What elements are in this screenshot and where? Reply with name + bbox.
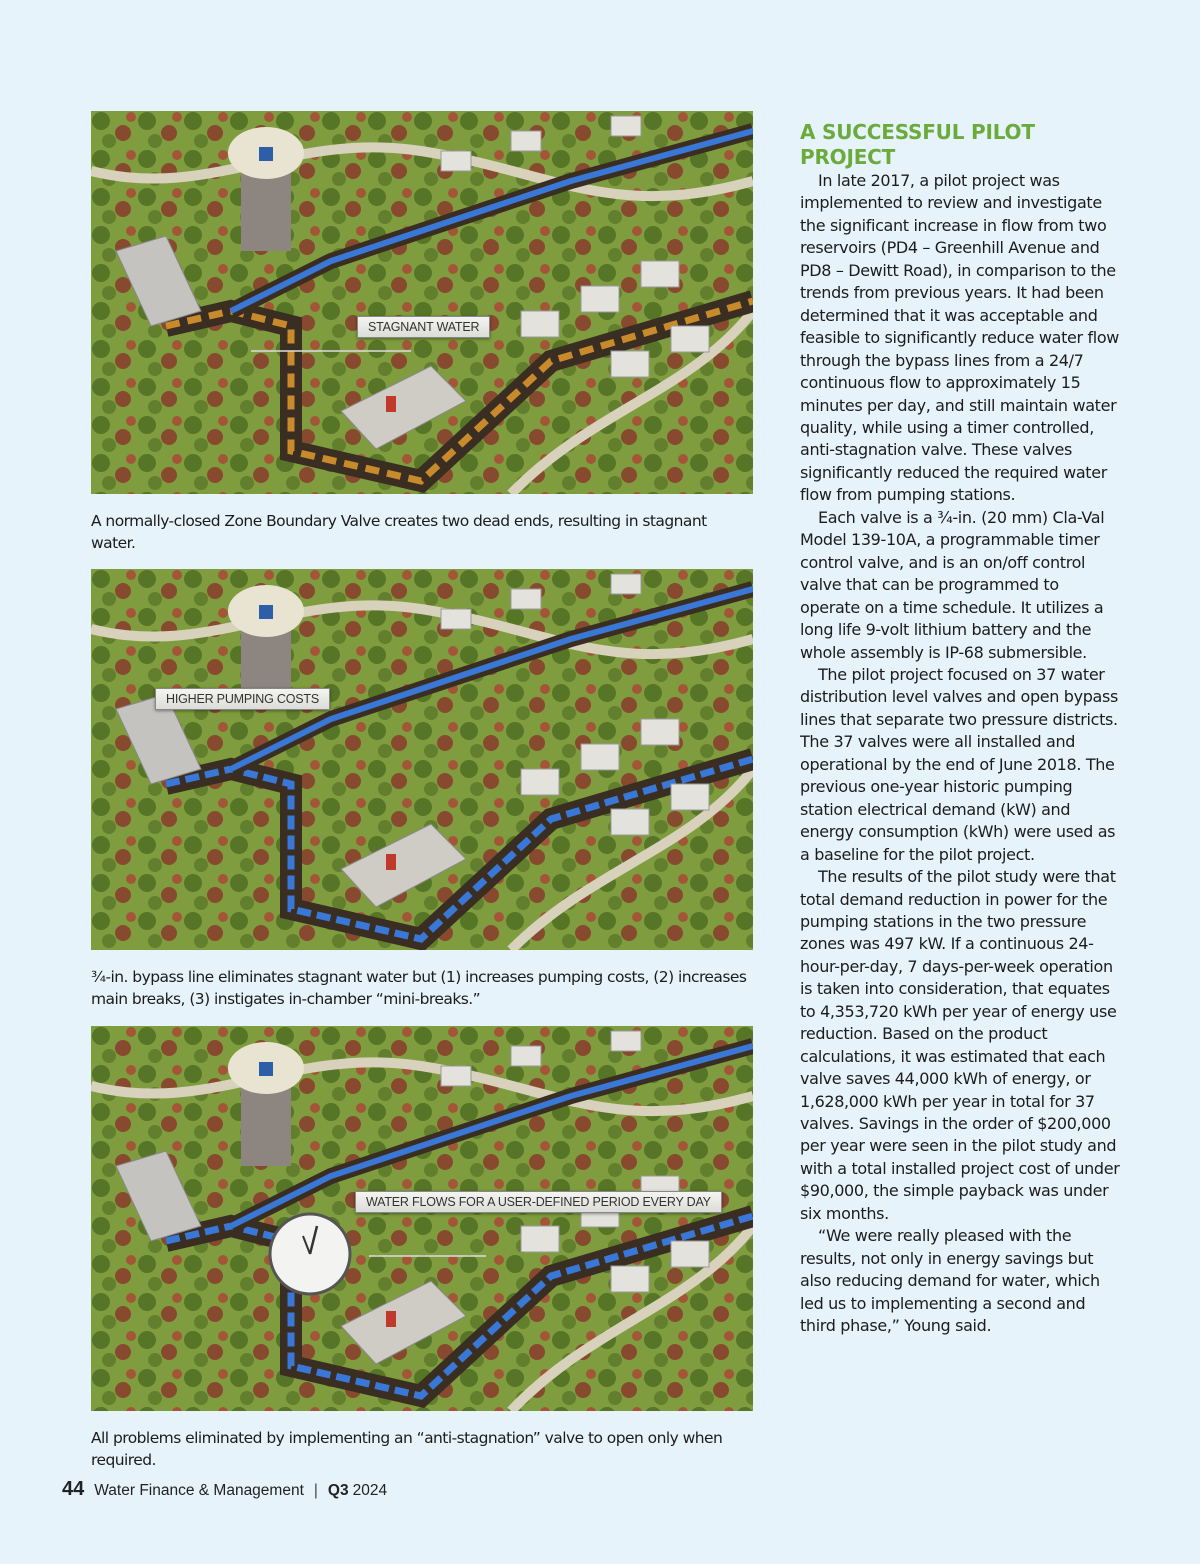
page-footer <box>62 1478 387 1501</box>
article-paragraph: Each valve is a ¾-in. (20 mm) Cla-Val Model 139-10A, a programmable timer control valve, and is an on/off control valve that can be programmed to operate on a time schedule. It utilizes a long life 9-volt lithium battery and the whole assembly is IP-68 submersible. <box>800 507 1105 662</box>
article-paragraph: “We were really pleased with the results, not only in energy savings but also reducing demand for water, which led us to implementing a second and third phase,” Young said. <box>800 1226 1100 1336</box>
illustration-stagnant-water <box>91 111 753 494</box>
article-paragraph: In late 2017, a pilot project was implemented to review and investigate the significant increase in flow from two reservoirs (PD4 – Greenhill Avenue and PD8 – Dewitt Road), in comparison to the trends from previous years. It had been determined that it was acceptable and feasible to significantly reduce water flow through the bypass lines from a 24/7 continuous flow to approximately 15 minutes per day, and still maintain water quality, while using a timer controlled, anti-stagnation valve. These valves significantly reduced the required water flow from pumping stations. <box>800 171 1120 505</box>
figure-caption-2: ¾-in. bypass line eliminates stagnant water but (1) increases pumping costs, (2) increases main breaks, (3) instigates in-chamber “mini-breaks.” <box>91 968 747 1008</box>
illustration-bypass-line <box>91 569 753 950</box>
page-number: 44 <box>62 1478 85 1500</box>
illustration-anti-stagnation-valve <box>91 1026 753 1411</box>
publication-name: Water Finance & Management <box>94 1482 304 1499</box>
article-paragraph: The results of the pilot study were that total demand reduction in power for the pumping stations in the two pressure zones was 497 kW. If a continuous 24-hour-per-day, 7 days-per-week operation is taken into consideration, that equates to 4,353,720 kWh per year of energy use reduction. Based on the product calculations, it was estimated that each valve saves 44,000 kWh of energy, or 1,628,000 kWh per year in total for 37 valves. Savings in the order of $200,000 per year were seen in the pilot study and with a total installed project cost of under $90,000, the simple payback was under six months. <box>800 867 1120 1223</box>
article-headline: A SUCCESSFUL PILOT PROJECT <box>800 120 1035 169</box>
higher-pumping-costs-label: HIGHER PUMPING COSTS <box>155 688 330 710</box>
footer-separator: | <box>313 1482 318 1499</box>
water-flows-label: WATER FLOWS FOR A USER-DEFINED PERIOD EVERY DAY <box>355 1191 722 1213</box>
figure-caption-3: All problems eliminated by implementing an “anti-stagnation” valve to open only when required. <box>91 1429 723 1469</box>
stagnant-water-label: STAGNANT WATER <box>357 316 490 338</box>
issue-year: 2024 <box>352 1482 388 1499</box>
article-column <box>800 120 1120 1338</box>
issue-quarter: Q3 <box>327 1482 349 1499</box>
figure-caption-1: A normally-closed Zone Boundary Valve creates two dead ends, resulting in stagnant water. <box>91 512 707 552</box>
article-paragraph: The pilot project focused on 37 water distribution level valves and open bypass lines that separate two pressure districts. The 37 valves were all installed and operational by the end of June 2018. The previous one-year historic pumping station electrical demand (kW) and energy consumption (kWh) were used as a baseline for the pilot project. <box>800 664 1118 864</box>
clock-icon <box>270 1214 350 1294</box>
